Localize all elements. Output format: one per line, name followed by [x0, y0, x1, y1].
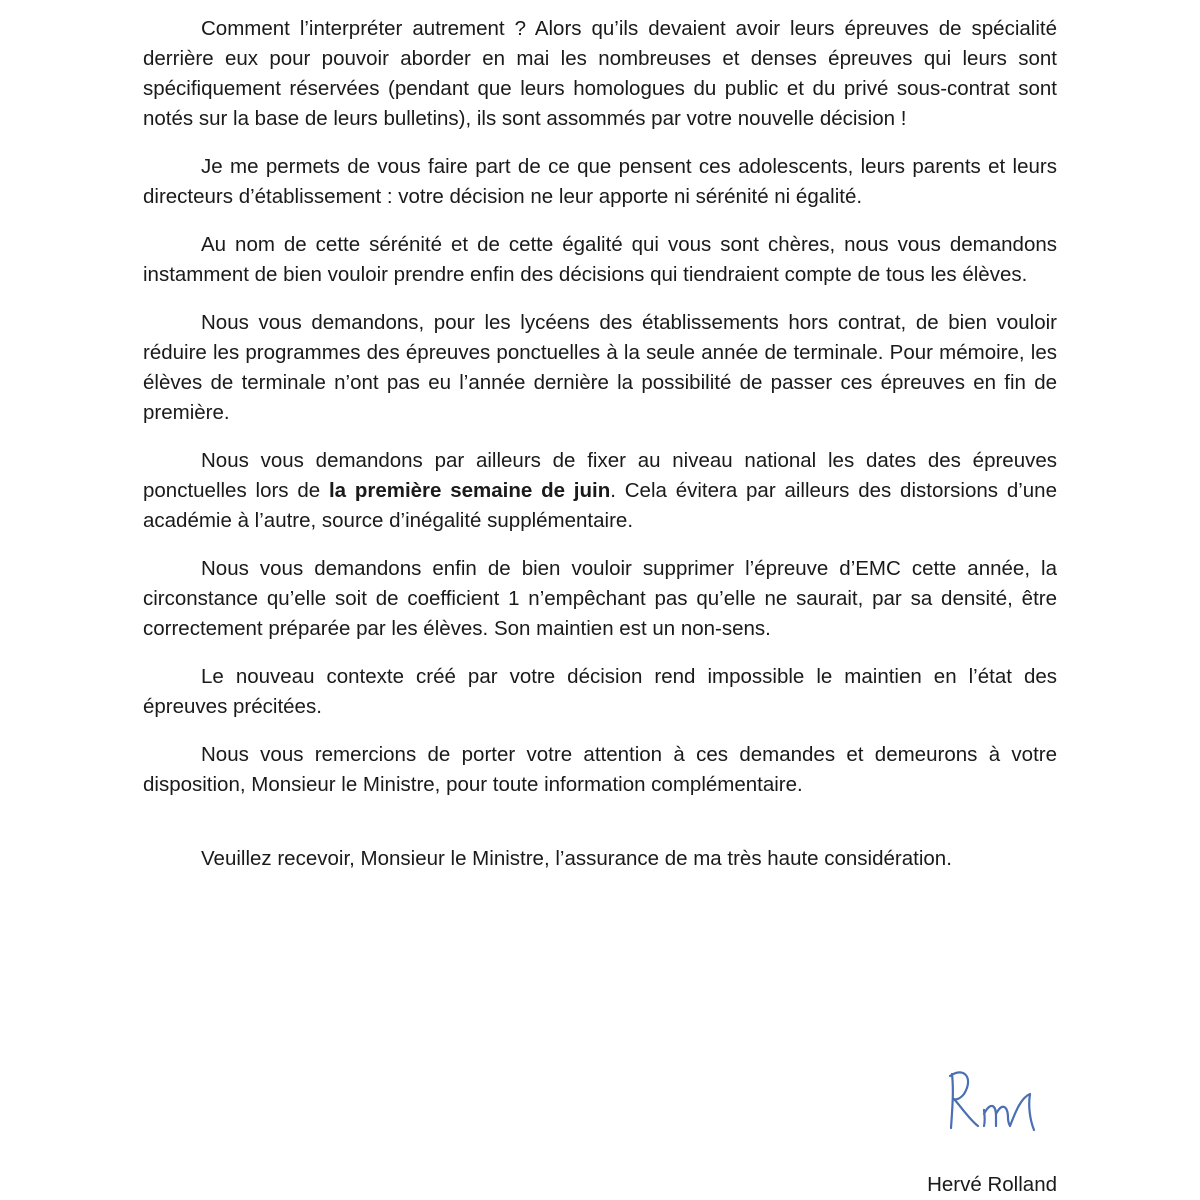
paragraph-thanks: Nous vous remercions de porter votre attention à ces demandes et demeurons à votre disposition, Monsieur le Ministre, pour toute information complémentaire. [143, 743, 1057, 796]
paragraph-interpretation: Comment l’interpréter autrement ? Alors qu’ils devaient avoir leurs épreuves de spécialité derrière eux pour pouvoir aborder en mai les nombreuses et denses épreuves qui leurs sont spécifiquement réservées (pendant que leurs homologues du public et du privé sous-contrat sont notés sur la base de leurs bulletins), ils sont assommés par votre nouvelle décision ! [143, 17, 1057, 130]
closing-formula: Veuillez recevoir, Monsieur le Ministre, l’assurance de ma très haute considération. [201, 847, 952, 870]
dates-bold-text: la première semaine de juin [328, 479, 611, 502]
dates-text-before: Nous vous demandons par ailleurs de fixer au niveau national les dates des épreuves ponctuelles lors de [143, 449, 1057, 502]
handwritten-signature [938, 1064, 1038, 1140]
paragraph-opinion: Je me permets de vous faire part de ce que pensent ces adolescents, leurs parents et leurs directeurs d’établissement : votre décision ne leur apporte ni sérénité ni égalité. [143, 155, 1057, 208]
paragraph-request-decisions: Au nom de cette sérénité et de cette égalité qui vous sont chères, nous vous demandons instamment de bien vouloir prendre enfin des décisions qui tiendraient compte de tous les élèves. [143, 233, 1057, 286]
paragraph-request-programmes: Nous vous demandons, pour les lycéens des établissements hors contrat, de bien vouloir réduire les programmes des épreuves ponctuelles à la seule année de terminale. Pour mémoire, les élèves de terminale n’ont pas eu l’année dernière la possibilité de passer ces épreuves en fin de première. [143, 311, 1057, 424]
dates-text-after: . Cela évitera par ailleurs des distorsions d’une académie à l’autre, source d’inégalité supplémentaire. [143, 479, 1057, 532]
letter-body [143, 14, 1057, 892]
paragraph-request-dates [143, 446, 1057, 536]
signatory-name: Hervé Rolland [927, 1173, 1057, 1196]
paragraph-context: Le nouveau contexte créé par votre décision rend impossible le maintien en l’état des épreuves précitées. [143, 665, 1057, 718]
paragraph-request-emc: Nous vous demandons enfin de bien vouloir supprimer l’épreuve d’EMC cette année, la circonstance qu’elle soit de coefficient 1 n’empêchant pas qu’elle ne saurait, par sa densité, être correctement préparée par les élèves. Son maintien est un non-sens. [143, 557, 1057, 640]
